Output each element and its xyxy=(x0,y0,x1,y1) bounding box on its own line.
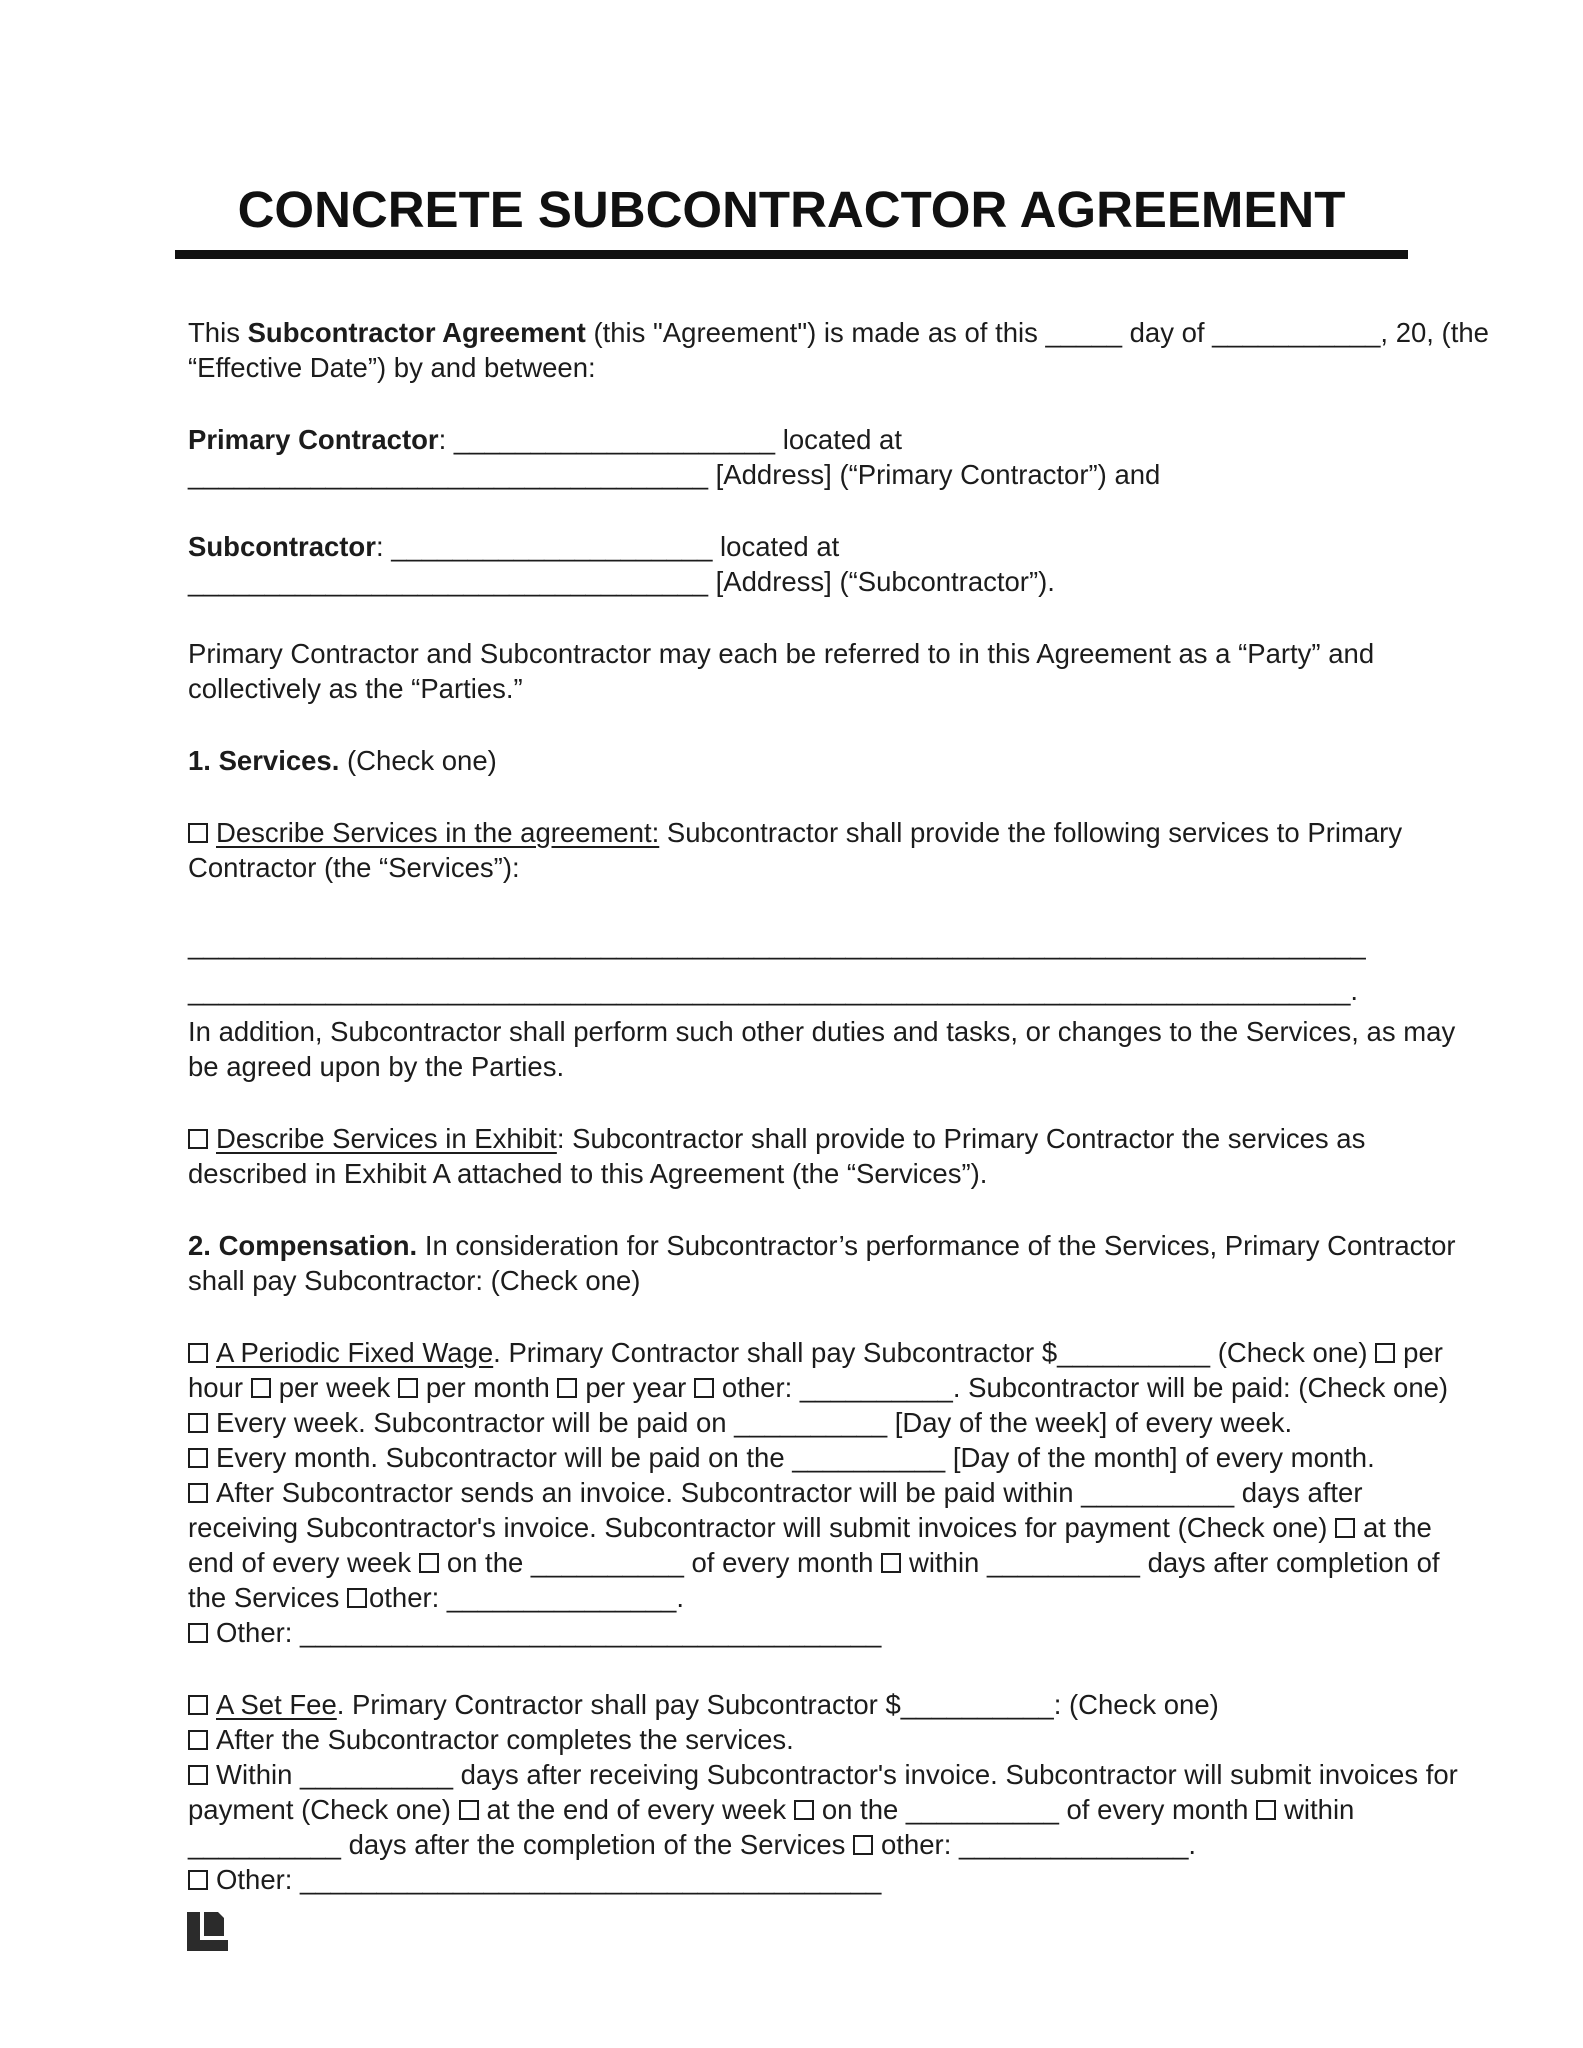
text-run: . Primary Contractor shall pay Subcontractor $__________: (Check one) xyxy=(336,1689,1219,1721)
text-run: ____________________________________________________________________________. xyxy=(188,975,1358,1007)
checkbox[interactable] xyxy=(794,1800,814,1820)
text-line xyxy=(188,422,1433,457)
text-run: In consideration for Subcontractor’s performance of the Services, Primary Contractor xyxy=(417,1230,1456,1262)
checkbox[interactable] xyxy=(188,1413,208,1433)
text-line xyxy=(188,350,1433,385)
option-label: A Set Fee xyxy=(216,1689,337,1721)
text-run: described in Exhibit A attached to this Agreement (the “Services”). xyxy=(188,1158,988,1190)
checkbox[interactable] xyxy=(1256,1800,1276,1820)
text-line xyxy=(188,1049,1433,1084)
set-fee-option xyxy=(188,1687,1458,1897)
checkbox[interactable] xyxy=(188,1765,208,1785)
checkbox[interactable] xyxy=(188,1343,208,1363)
option-label: A Periodic Fixed Wage xyxy=(216,1337,494,1369)
text-run: __________________________________ [Address] (“Subcontractor”). xyxy=(188,566,1055,598)
text-run: Every month. Subcontractor will be paid on the __________ [Day of the month] of every month. xyxy=(216,1442,1375,1474)
text-run: at the end of every week xyxy=(486,1794,794,1826)
checkbox[interactable] xyxy=(557,1378,577,1398)
text-line xyxy=(188,743,1433,778)
text-run: __________ days after the completion of the Services xyxy=(188,1829,854,1861)
text-line xyxy=(188,1228,1456,1263)
document-body xyxy=(188,315,1489,1897)
text-run: other: _______________. xyxy=(368,1582,684,1614)
page-title: CONCRETE SUBCONTRACTOR AGREEMENT xyxy=(237,181,1346,238)
text-run: at the xyxy=(1363,1512,1432,1544)
text-line xyxy=(188,1475,1433,1510)
subcontractor-paragraph xyxy=(188,529,1433,599)
text-run: other: _______________. xyxy=(881,1829,1197,1861)
text-line xyxy=(188,1335,1443,1370)
text-line xyxy=(188,1440,1433,1475)
checkbox[interactable] xyxy=(251,1378,271,1398)
text-run: within __________ days after completion of xyxy=(909,1547,1440,1579)
text-run: end of every week xyxy=(188,1547,419,1579)
text-run: Primary Contractor and Subcontractor may each be referred to in this Agreement as a “Party” and xyxy=(188,638,1375,670)
text-line xyxy=(188,1615,1433,1650)
text-run: After the Subcontractor completes the services. xyxy=(216,1724,794,1756)
title-rule xyxy=(175,250,1408,259)
text-run: per month xyxy=(425,1372,558,1404)
checkbox[interactable] xyxy=(188,1623,208,1643)
text-run: payment (Check one) xyxy=(188,1794,459,1826)
text-line xyxy=(188,1263,1433,1298)
text-line xyxy=(188,1370,1449,1405)
checkbox[interactable] xyxy=(398,1378,418,1398)
checkbox[interactable] xyxy=(1335,1518,1355,1538)
services-description-lines xyxy=(188,922,1456,1084)
checkbox[interactable] xyxy=(188,1483,208,1503)
text-run: per week xyxy=(278,1372,398,1404)
checkbox[interactable] xyxy=(188,1870,208,1890)
text-run: within xyxy=(1284,1794,1355,1826)
text-run: _____________________________________________________________________________ xyxy=(188,929,1366,961)
text-run: 2. Compensation. xyxy=(188,1230,418,1262)
text-run: . Primary Contractor shall pay Subcontractor $__________ (Check one) xyxy=(493,1337,1376,1369)
text-line xyxy=(188,1862,1433,1897)
text-line xyxy=(188,457,1433,492)
checkbox[interactable] xyxy=(347,1588,367,1608)
checkbox[interactable] xyxy=(459,1800,479,1820)
text-run: shall pay Subcontractor: (Check one) xyxy=(188,1265,641,1297)
text-run: collectively as the “Parties.” xyxy=(188,673,523,705)
text-line xyxy=(188,1687,1433,1722)
services-in-exhibit-option xyxy=(188,1121,1433,1191)
text-run: Subcontractor shall provide the following services to Primary xyxy=(659,817,1403,849)
text-line xyxy=(188,1121,1433,1156)
text-line xyxy=(188,850,1433,885)
text-run: the Services xyxy=(188,1582,347,1614)
text-run: In addition, Subcontractor shall perform such other duties and tasks, or changes to the Services, as may xyxy=(188,1016,1456,1048)
text-line xyxy=(188,1014,1456,1049)
text-line xyxy=(188,1545,1440,1580)
checkbox[interactable] xyxy=(188,1695,208,1715)
checkbox[interactable] xyxy=(1375,1343,1395,1363)
text-line xyxy=(188,968,1433,1014)
text-line xyxy=(188,671,1433,706)
services-in-agreement-option xyxy=(188,815,1433,885)
periodic-fixed-wage-option xyxy=(188,1335,1449,1650)
text-line xyxy=(188,815,1433,850)
checkbox[interactable] xyxy=(188,823,208,843)
text-run: Contractor (the “Services”): xyxy=(188,852,520,884)
text-run: (this "Agreement") is made as of this _____ day of ___________, 20, (the xyxy=(585,317,1489,349)
option-label: Describe Services in Exhibit xyxy=(216,1123,557,1155)
text-line xyxy=(188,1405,1433,1440)
text-run: on the __________ of every month xyxy=(821,1794,1257,1826)
text-run: per year xyxy=(585,1372,694,1404)
text-run: hour xyxy=(188,1372,251,1404)
text-run: per xyxy=(1403,1337,1443,1369)
text-run: Every week. Subcontractor will be paid on __________ [Day of the week] of every week. xyxy=(216,1407,1293,1439)
section-1-services-heading xyxy=(188,743,1433,778)
text-line xyxy=(188,636,1433,671)
text-line xyxy=(188,1792,1433,1827)
text-run: Subcontractor xyxy=(188,531,376,563)
text-run: be agreed upon by the Parties. xyxy=(188,1051,565,1083)
checkbox[interactable] xyxy=(853,1835,873,1855)
intro-paragraph xyxy=(188,315,1489,385)
checkbox[interactable] xyxy=(694,1378,714,1398)
text-line xyxy=(188,529,1433,564)
text-line xyxy=(188,922,1433,968)
text-run: “Effective Date”) by and between: xyxy=(188,352,596,384)
text-line xyxy=(188,1757,1458,1792)
text-line xyxy=(188,1722,1433,1757)
text-run: other: __________. Subcontractor will be paid: (Check one) xyxy=(721,1372,1449,1404)
text-run: : Subcontractor shall provide to Primary Contractor the services as xyxy=(556,1123,1366,1155)
text-run: __________________________________ [Address] (“Primary Contractor”) and xyxy=(188,459,1161,491)
text-run: (Check one) xyxy=(339,745,497,777)
legal-templates-logo-icon xyxy=(187,1912,228,1951)
checkbox[interactable] xyxy=(188,1129,208,1149)
section-2-compensation-heading xyxy=(188,1228,1456,1298)
checkbox[interactable] xyxy=(188,1448,208,1468)
checkbox[interactable] xyxy=(881,1553,901,1573)
checkbox[interactable] xyxy=(188,1730,208,1750)
text-line xyxy=(188,1156,1433,1191)
text-line xyxy=(188,1580,1433,1615)
parties-paragraph xyxy=(188,636,1433,706)
checkbox[interactable] xyxy=(419,1553,439,1573)
text-line xyxy=(188,1827,1433,1862)
text-run: : _____________________ located at xyxy=(375,531,840,563)
text-run: Within __________ days after receiving Subcontractor's invoice. Subcontractor will submit invoices for xyxy=(216,1759,1458,1791)
text-run: : _____________________ located at xyxy=(438,424,902,456)
text-line xyxy=(188,1510,1433,1545)
text-run: 1. Services. xyxy=(188,745,340,777)
text-run: After Subcontractor sends an invoice. Subcontractor will be paid within __________ days after xyxy=(216,1477,1363,1509)
text-line xyxy=(188,315,1489,350)
text-run: Subcontractor Agreement xyxy=(247,317,586,349)
primary-contractor-paragraph xyxy=(188,422,1433,492)
text-run: Other: ______________________________________ xyxy=(216,1864,882,1896)
text-run: receiving Subcontractor's invoice. Subcontractor will submit invoices for payment (Check one) xyxy=(188,1512,1335,1544)
text-line xyxy=(188,564,1433,599)
option-label: Describe Services in the agreement: xyxy=(216,817,660,849)
text-run: Primary Contractor xyxy=(188,424,439,456)
text-run: This xyxy=(188,317,248,349)
text-run: Other: ______________________________________ xyxy=(216,1617,882,1649)
text-run: on the __________ of every month xyxy=(446,1547,882,1579)
